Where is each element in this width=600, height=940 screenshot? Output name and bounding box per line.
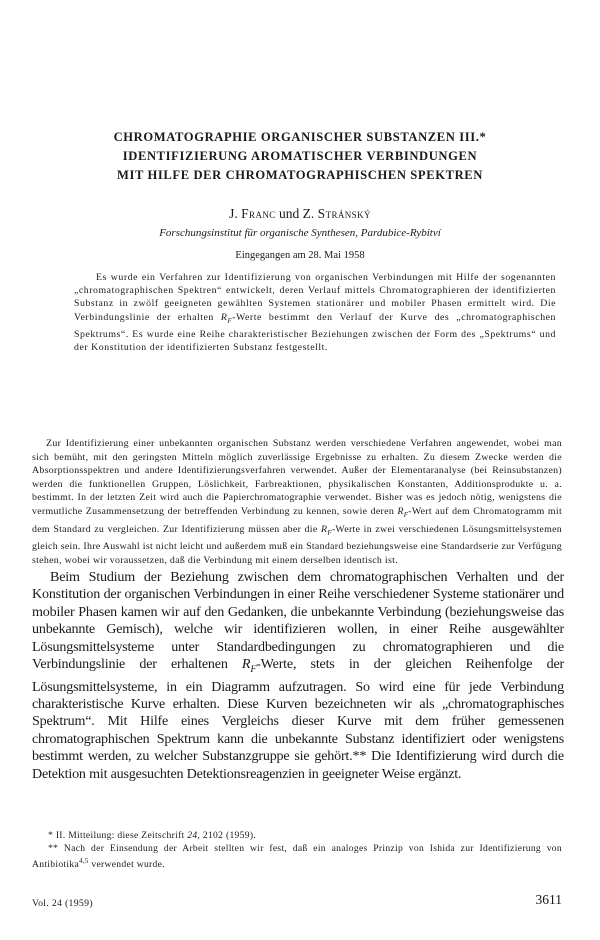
introduction-text: Zur Identifizierung einer unbekannten organischen Substanz werden verschiedene Verfahren angewendet, wobei man sich bemüht, mit den geringsten Mitteln möglich zuverlässige Ergebnisse zu erhalten. Zu diesem Zwecke werden die Absorptionsspektren und andere Identifizierungsverfahren verwendet. Außer der Elementaranalyse (bei Reinsubstanzen) werden die funktionellen Gruppen, Löslichkeit, Farbreaktionen, physikalischen Konstanten, Additionsprodukte u. a. bestimmt. In der letzten Zeit wird auch die Papierchromatographie verwendet. Bisher was es jedoch nötig, wenigstens die vermutliche Zusammensetzung der betreffenden Verbindung zu kennen, sowie deren $R_F$-Wert auf dem Chromatogramm mit dem Standard zu vergleichen. Zur Identifizierung müssen aber die $R_F$-Werte in zwei verschiedenen Lösungsmittelsystemen gleich sein. Ihre Auswahl ist nicht leicht und außerdem muß ein Standard beziehungsweise eine Standardserie zur Verfügung stehen, wobei wir voraussetzen, daß die Verbindung mit einem derselben identisch ist. xyxy=(32,438,562,566)
title-line-1: CHROMATOGRAPHIE ORGANISCHER SUBSTANZEN III.* xyxy=(113,130,487,144)
abstract xyxy=(74,271,556,354)
footnote-1-text: II. Mitteilung: diese Zeitschrift xyxy=(55,830,185,841)
author-conjunction: und xyxy=(279,206,300,221)
footnote-1 xyxy=(32,830,562,843)
footnote-2-refs: 4,5 xyxy=(79,857,89,866)
footnote-2-text: Nach der Einsendung der Arbeit stellten wir fest, daß ein analoges Prinzip von Ishida zur Identifizierung von Antibiotika xyxy=(32,842,563,871)
main-text: Beim Studium der Beziehung zwischen dem chromatographischen Verhalten und der Konstitution der organischen Verbindungen in einer Reihe verschiedener Systeme stationärer und mobiler Phasen kamen wir auf den Gedanken, die unbekannte Verbindung (beziehungsweise das unbekannte Gemisch), welche wir identifizieren wollen, in einer Reihe ausgewählter Lösungsmittelsysteme unter Standardbedingungen zu chromatographieren und die Verbindungslinie der erhaltenen $R_F$-Werte, stets in der gleichen Reihenfolge der Lösungsmittelsysteme, in ein Diagramm aufzutragen. So wird eine für jede Verbindung charakteristische Kurve erhalten. Diese Kurven bezeichneten wir als „chromatographisches Spektrum“. Mit Hilfe eines Vergleichs dieser Kurve mit dem früher gemessenen chromatographischen Spektrum kann die unbekannte Substanz identifiziert oder wenigstens bestimmt werden, zu welcher Substanzgruppe sie gehört.** Die Identifizierung wird durch die Detektion mit ausgesuchten Detektionsreagenzien in geeigneter Weise ergänzt. xyxy=(32,569,564,782)
introduction-paragraph xyxy=(32,437,562,567)
title-line-3: MIT HILFE DER CHROMATOGRAPHISCHEN SPEKTREN xyxy=(117,168,483,182)
footnote-1-marker: * xyxy=(48,830,54,841)
authors xyxy=(0,206,600,222)
main-paragraph xyxy=(32,569,564,783)
title-line-2: IDENTIFIZIERUNG AROMATISCHER VERBINDUNGEN xyxy=(122,149,478,163)
footnotes xyxy=(32,830,562,872)
paper-title xyxy=(0,128,600,185)
author-1-name: Franc xyxy=(241,206,276,221)
page-number: 3611 xyxy=(535,892,562,907)
journal-reference: Vol. 24 (1959) xyxy=(32,898,93,909)
footnote-1-volume: 24, xyxy=(187,830,201,841)
footnote-2 xyxy=(32,843,562,872)
footnote-2-end: verwendet wurde. xyxy=(91,859,165,871)
institute: Forschungsinstitut für organische Synthesen, Pardubice-Rybitví xyxy=(159,227,441,239)
author-1-initial: J. xyxy=(229,206,238,221)
footnote-2-marker: ** xyxy=(48,842,59,854)
author-2-initial: Z. xyxy=(302,206,315,221)
author-2-name: Stránský xyxy=(317,206,371,221)
abstract-text: Es wurde ein Verfahren zur Identifizierung von organischen Verbindungen mit Hilfe der sogenannten „chromatographischen Spektren“ entwickelt, deren Verlauf mittels Chromatographieren der identifizierten Substanz in zwölf geeigneten gewählten Systemen stationärer und mobiler Phasen ermittelt wird. Die Verbindungslinie der erhalten $R_F$-Werte bestimmt den Verlauf der Kurve des „chromatographischen Spektrums“. Es wurde eine Reihe charakteristischer Beziehungen zwischen der Form des „Spektrums“ und der Konstitution der identifizierten Substanz festgestellt. xyxy=(74,272,556,353)
footnote-1-rest: 2102 (1959). xyxy=(202,830,257,841)
received-date: Eingegangen am 28. Mai 1958 xyxy=(235,250,365,261)
